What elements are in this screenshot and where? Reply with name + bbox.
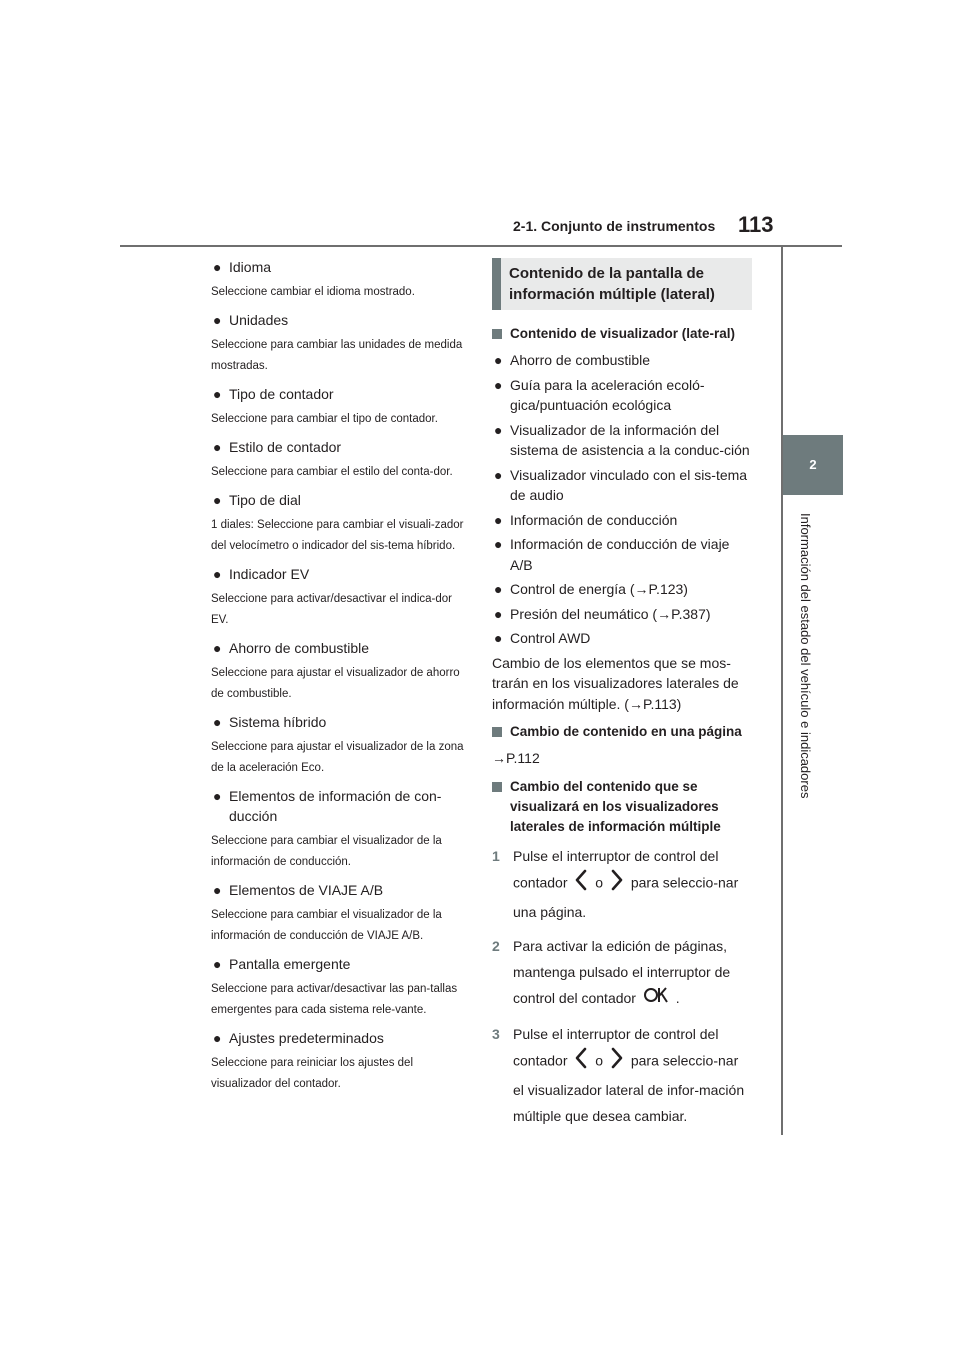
step-3 — [492, 1021, 752, 1129]
chapter-tab[interactable]: 2 — [783, 435, 843, 495]
bullet-text: Información de conducción de viaje A/B — [510, 536, 730, 573]
setting-desc: Seleccione para ajustar el visualizador de la zona de la aceleración Eco. — [211, 741, 464, 774]
step-text: Pulse el interruptor de control del contador — [513, 1025, 719, 1069]
setting-item — [211, 384, 467, 430]
bullet-icon: ● — [494, 466, 503, 483]
bullet-text: Control AWD — [510, 630, 591, 646]
square-marker-icon — [492, 782, 502, 792]
bullet-icon: ● — [494, 630, 503, 646]
step-number: 1 — [492, 847, 500, 864]
setting-item — [211, 954, 467, 1021]
bullet-icon: ● — [494, 581, 503, 597]
step-or: o — [595, 874, 604, 891]
setting-desc: Seleccione para reiniciar los ajustes del visualizador del contador. — [211, 1057, 413, 1090]
bullet-text: Visualizador vinculado con el sis-tema de audio — [510, 466, 748, 503]
square-marker-icon — [492, 329, 502, 339]
step-number: 2 — [492, 937, 500, 954]
setting-title: Pantalla emergente — [229, 956, 351, 972]
bullet-icon: ● — [213, 714, 222, 730]
step-text: para seleccio-nar una página. — [513, 874, 739, 920]
chevron-left-icon — [574, 1047, 588, 1077]
setting-desc: Seleccione para cambiar el tipo de contador. — [211, 413, 438, 425]
bullet-icon: ● — [213, 882, 222, 898]
bullet-text: Información de conducción — [510, 511, 678, 528]
bullet-text: Guía para la aceleración ecoló-gica/puntuación ecológica — [510, 376, 705, 413]
setting-item — [211, 1028, 467, 1095]
page-reference-link[interactable]: →P.112 — [492, 750, 540, 766]
setting-title: Estilo de contador — [229, 439, 342, 455]
chevron-left-icon — [574, 869, 588, 899]
setting-item — [211, 638, 467, 705]
setting-desc: Seleccione para ajustar el visualizador de ahorro de combustible. — [211, 667, 460, 700]
setting-item — [211, 786, 467, 873]
bullet-icon: ● — [213, 259, 222, 275]
right-column — [492, 258, 752, 1137]
step-text: . — [675, 989, 680, 1006]
bullet-icon: ● — [494, 605, 503, 622]
setting-title: Tipo de contador — [229, 386, 334, 402]
bullet-icon: ● — [213, 1030, 222, 1046]
subheading: Cambio de contenido en una página — [510, 724, 742, 739]
step-number: 3 — [492, 1025, 500, 1042]
page-number: 113 — [738, 212, 774, 237]
bullet-icon: ● — [213, 788, 222, 804]
setting-title: Unidades — [229, 312, 289, 328]
chevron-right-icon — [610, 869, 624, 899]
header-section-title: 2-1. Conjunto de instrumentos — [513, 218, 716, 234]
bullet-icon: ● — [213, 439, 222, 455]
section-header — [492, 258, 752, 310]
bullet-icon: ● — [494, 352, 503, 368]
bullet-icon: ● — [213, 566, 222, 582]
step-2 — [492, 933, 752, 1013]
paragraph: Cambio de los elementos que se mos-trarán en los visualizadores laterales de información múltiple. (→P.113) — [492, 654, 739, 712]
step-or: o — [595, 1052, 604, 1069]
bullet-text: Presión del neumático (→P.387) — [510, 605, 711, 622]
bullet-text: Visualizador de la información del sistema de asistencia a la conduc-ción — [510, 421, 750, 458]
setting-desc: Seleccione para cambiar el visualizador de la información de conducción de VIAJE A/B. — [211, 909, 442, 942]
setting-title: Ahorro de combustible — [229, 640, 370, 656]
step-text: para seleccio-nar el visualizador lateral de infor-mación múltiple que desea cambiar. — [513, 1052, 745, 1124]
setting-desc: Seleccione para cambiar el estilo del conta-dor. — [211, 466, 453, 478]
bullet-icon: ● — [213, 640, 222, 656]
bullet-icon: ● — [213, 492, 222, 508]
bullet-icon: ● — [494, 511, 503, 528]
setting-item — [211, 880, 467, 947]
setting-item — [211, 564, 467, 631]
bullet-icon: ● — [494, 421, 503, 438]
setting-title: Elementos de VIAJE A/B — [229, 882, 384, 898]
setting-desc: Seleccione para cambiar el visualizador de la información de conducción. — [211, 835, 442, 868]
setting-title: Sistema híbrido — [229, 714, 327, 730]
bullet-icon: ● — [494, 376, 503, 393]
section-title: Contenido de la pantalla de información múltiple (lateral) — [509, 265, 715, 303]
setting-desc: Seleccione para activar/desactivar el indica-dor EV. — [211, 593, 452, 626]
setting-title: Elementos de información de con-ducción — [229, 788, 442, 824]
square-marker-icon — [492, 727, 502, 737]
setting-item — [211, 437, 467, 483]
subheading: Contenido de visualizador (late-ral) — [510, 326, 736, 341]
setting-title: Indicador EV — [229, 566, 310, 582]
bullet-icon: ● — [213, 386, 222, 402]
bullet-icon: ● — [213, 956, 222, 972]
chapter-side-title: Información del estado del vehículo e indicadores — [798, 513, 813, 799]
ok-button-icon — [643, 985, 669, 1013]
setting-item — [211, 310, 467, 377]
setting-desc: Seleccione cambiar el idioma mostrado. — [211, 286, 415, 298]
header-rule — [120, 245, 842, 247]
step-text: Pulse el interruptor de control del contador — [513, 847, 719, 891]
side-rule — [781, 245, 783, 1135]
setting-desc: Seleccione para activar/desactivar las pan-tallas emergentes para cada sistema rele-vante. — [211, 983, 458, 1016]
setting-desc: Seleccione para cambiar las unidades de medida mostradas. — [211, 339, 463, 372]
left-column — [211, 255, 467, 1102]
setting-item — [211, 257, 467, 303]
step-text: Para activar la edición de páginas, mantenga pulsado el interruptor de control del contador — [513, 937, 731, 1006]
step-1 — [492, 843, 752, 925]
setting-item — [211, 490, 467, 557]
setting-title: Idioma — [229, 259, 272, 275]
setting-desc: 1 diales: Seleccione para cambiar el visuali-zador del velocímetro o indicador del sis-tema híbrido. — [211, 519, 464, 552]
bullet-icon: ● — [213, 312, 222, 328]
bullet-text: Control de energía (→P.123) — [510, 581, 688, 597]
bullet-icon: ● — [494, 536, 503, 552]
bullet-text: Ahorro de combustible — [510, 352, 651, 368]
setting-title: Ajustes predeterminados — [229, 1030, 384, 1046]
setting-title: Tipo de dial — [229, 492, 301, 508]
chevron-right-icon — [610, 1047, 624, 1077]
subheading: Cambio del contenido que se visualizará en los visualizadores laterales de información múltiple — [510, 778, 721, 834]
setting-item — [211, 712, 467, 779]
